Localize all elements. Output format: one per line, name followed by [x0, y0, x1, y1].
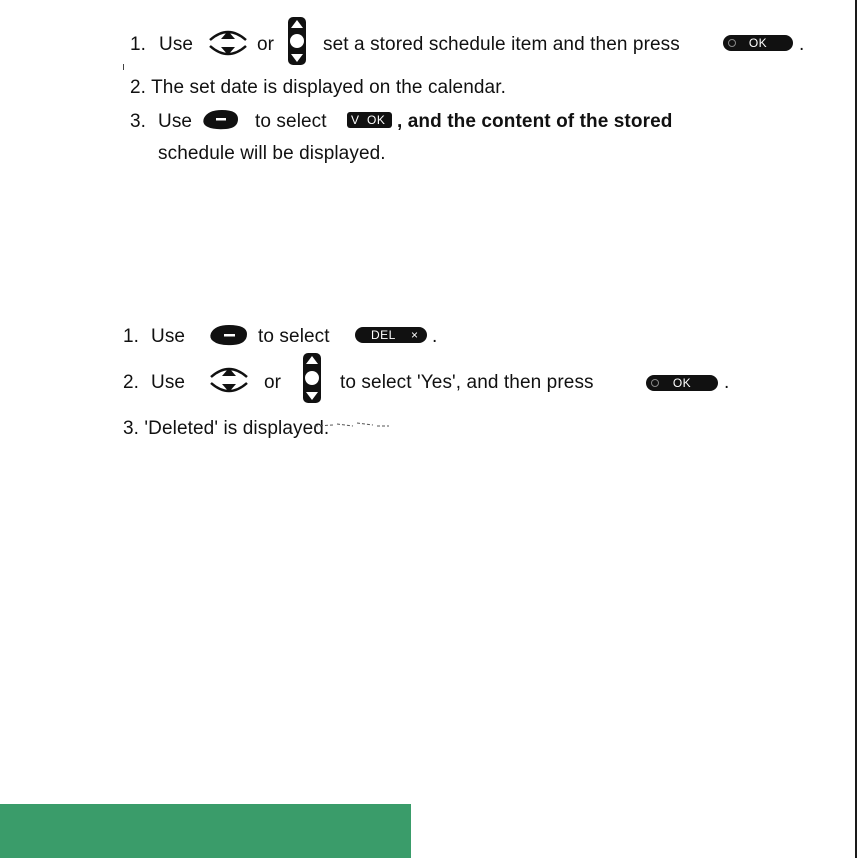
ok-button-icon [646, 375, 718, 391]
step-text: set a stored schedule item and then press [323, 34, 680, 55]
step-number: 3. [130, 111, 147, 132]
softkey-label: OK [367, 113, 386, 127]
step-word-use: Use [151, 372, 186, 393]
step-3-delete: 3. 'Deleted' is displayed. [123, 418, 330, 439]
step-period: . [432, 326, 438, 347]
del-x: × [411, 328, 419, 342]
delete-softkey-icon [355, 327, 427, 343]
step-number: 1. [130, 34, 147, 55]
select-ok-softkey-icon [347, 112, 392, 128]
ok-button-icon [723, 35, 793, 51]
left-softkey-icon [202, 108, 240, 132]
updown-rocker-icon [208, 363, 250, 397]
nav-key-vertical-icon [301, 352, 323, 404]
del-label: DEL [371, 328, 396, 342]
step-text-content: , and the content of the stored [397, 111, 673, 132]
step-word-use: Use [151, 326, 186, 347]
step-text-to-select: to select [255, 111, 327, 132]
step-word-or: or [264, 372, 282, 393]
footer-bar [0, 804, 411, 858]
page-edge-line [855, 0, 857, 858]
softkey-prefix: V [351, 113, 360, 127]
step-period: . [799, 34, 805, 55]
nav-key-vertical-icon [286, 16, 308, 66]
step-word-or: or [257, 34, 275, 55]
step-text-to-select: to select [258, 326, 330, 347]
step-number: 1. [123, 326, 140, 347]
left-softkey-icon [209, 323, 249, 347]
step-word-use: Use [158, 111, 193, 132]
step-2-view: 2. The set date is displayed on the calendar. [130, 77, 506, 98]
ok-label: OK [672, 376, 692, 390]
margin-mark [123, 64, 124, 70]
scan-artifact [313, 420, 391, 430]
updown-rocker-icon [207, 26, 249, 60]
ok-label: OK [748, 36, 768, 50]
step-text-line2: schedule will be displayed. [158, 143, 386, 164]
step-period: . [724, 372, 730, 393]
step-text: to select 'Yes', and then press [340, 372, 594, 393]
step-word-use: Use [159, 34, 194, 55]
step-number: 2. [123, 372, 140, 393]
